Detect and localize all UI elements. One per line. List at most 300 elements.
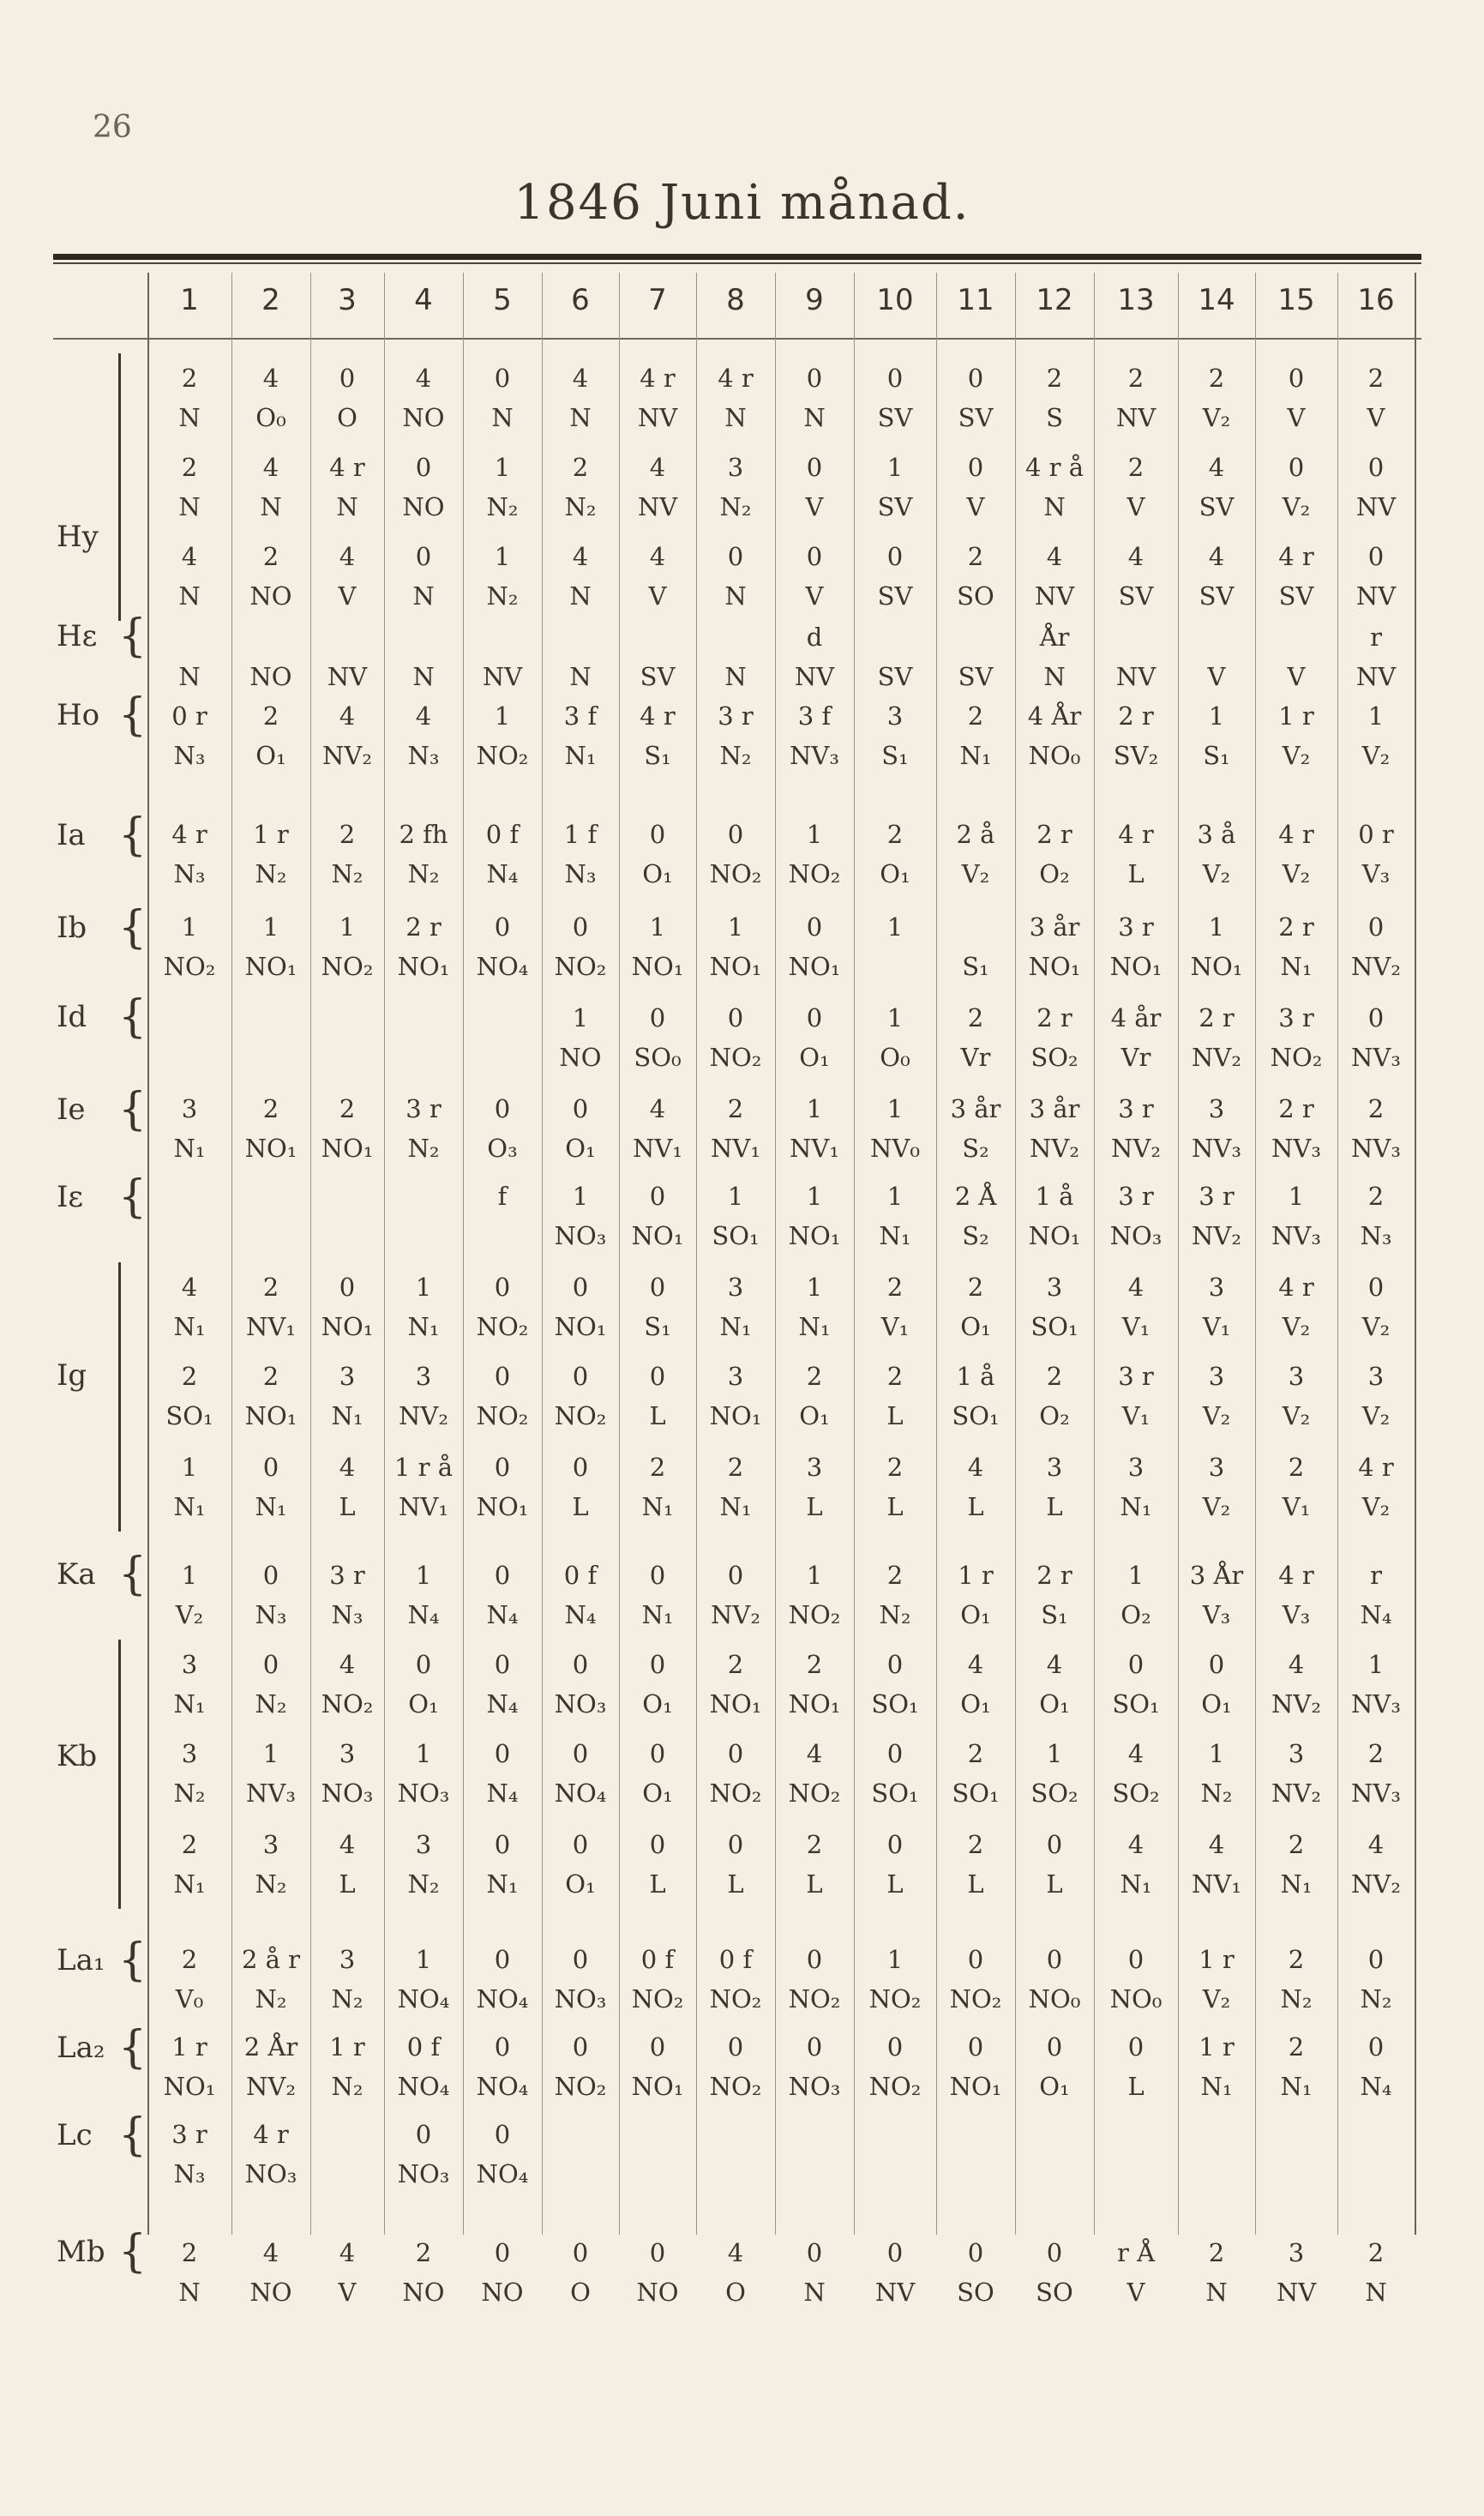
table-cell [936,696,1015,775]
table-cell [463,1556,542,1634]
cell-force: 2 [967,1830,984,1859]
cell-force: 2 [262,1273,279,1302]
table-cell [1015,998,1094,1077]
cell-force: 2 r [1199,1003,1235,1032]
table-cell [1337,815,1415,894]
cell-direction: Vr [960,1043,991,1072]
cell-force: 3 [1046,1453,1063,1482]
table-cell [310,1645,384,1724]
cell-direction: NO₃ [397,2159,450,2188]
table-cell [147,815,231,894]
cell-direction: NO [402,492,445,521]
group-brace [118,1640,124,1909]
cell-force: 3 r [718,701,754,731]
table-cell [542,1089,619,1168]
cell-force: 0 [649,2032,666,2062]
cell-direction: NO₁ [788,952,841,981]
table-cell [542,1825,619,1904]
table-cell [384,358,463,437]
table-cell [542,1940,619,2019]
table-cell [1255,1448,1337,1526]
cell-force: 0 [649,1830,666,1859]
cell-force: 2 [1367,1182,1385,1211]
cell-direction: NV₂ [1192,1043,1241,1072]
table-cell [231,1645,310,1724]
table-cell [231,1177,310,1255]
group-label: Ib [57,911,87,945]
cell-direction: NO₂ [709,859,762,888]
cell-force: 2 [1367,364,1385,393]
table-cell [384,815,463,894]
cell-direction: O [725,2278,746,2307]
cell-force: 3 [1288,1739,1305,1768]
column-header: 5 [493,283,512,317]
cell-force: 3 [1208,1453,1225,1482]
cell-force: 1 [1208,912,1225,942]
cell-force: 0 [494,2238,511,2267]
table-cell [1015,1556,1094,1634]
cell-force: 0 [572,1453,589,1482]
cell-force: 1 [415,1945,432,1974]
cell-direction: NO₂ [709,1779,762,1808]
cell-force: 3 r [1118,912,1154,942]
cell-force: 0 [886,2238,904,2267]
cell-direction: N₂ [1280,1984,1313,2013]
group-label: Ia [57,818,86,852]
cell-force: 2 År [243,2032,298,2062]
table-cell [696,1940,775,2019]
cell-direction: V₂ [1202,403,1231,432]
cell-direction: V₂ [175,1600,204,1629]
cell-direction: N₁ [641,1492,674,1521]
cell-direction: SO₁ [952,1779,1000,1808]
cell-force [1255,617,1337,657]
cell-direction: N₂ [407,1869,440,1899]
table-cell [542,815,619,894]
table-cell [384,907,463,986]
cell-force: 0 [967,1945,984,1974]
cell-direction: N₃ [173,2159,206,2188]
cell-direction: V₂ [1361,741,1391,770]
table-cell [384,617,463,696]
table-cell [775,1734,854,1813]
cell-force: 0 [649,1182,666,1211]
cell-direction: NV₃ [1351,1779,1401,1808]
group-label: Hε [57,619,98,653]
table-cell [1178,1825,1255,1904]
table-cell [147,1645,231,1724]
cell-force: 0 [806,453,823,482]
cell-direction: SO₁ [712,1221,760,1250]
table-cell [310,1267,384,1346]
table-cell [1255,448,1337,527]
column-header: 4 [414,283,433,317]
cell-force: 2 [181,453,198,482]
cell-direction: O₁ [960,1312,991,1341]
cell-force: 0 [886,2032,904,2062]
cell-direction: N₄ [486,1779,519,1808]
cell-direction: V₂ [1202,1984,1231,2013]
table-cell [384,2233,463,2312]
table-cell [463,537,542,616]
cell-force: 0 [415,542,432,571]
cell-force: 0 [1127,1945,1145,1974]
cell-direction: N₁ [959,741,992,770]
cell-direction: NO₂ [163,952,216,981]
table-cell [1015,1734,1094,1813]
table-cell [310,1940,384,2019]
cell-direction: SO₁ [871,1779,919,1808]
cell-force: 0 [494,1830,511,1859]
table-cell [1337,2115,1415,2194]
cell-direction: SO₁ [1112,1689,1160,1718]
cell-direction: NO₂ [868,2072,922,2101]
cell-force: 1 [415,1561,432,1590]
cell-direction: NO₁ [554,1312,607,1341]
cell-direction: NO₂ [476,1312,529,1341]
table-cell [775,1940,854,2019]
table-cell [542,998,619,1077]
cell-force: 0 [727,1739,744,1768]
cell-force: 0 [262,1650,279,1679]
cell-force: 2 [1288,1830,1305,1859]
table-cell [1337,1734,1415,1813]
cell-force: 0 [649,2238,666,2267]
cell-direction: V₁ [1282,1492,1311,1521]
cell-direction [619,2154,696,2194]
cell-direction: NO₂ [1270,1043,1323,1072]
cell-direction: O₁ [880,859,910,888]
table-cell [619,1645,696,1724]
table-cell [696,1825,775,1904]
table-cell [936,1177,1015,1255]
table-cell [147,1357,231,1436]
cell-direction: NV₂ [246,2072,296,2101]
table-cell [1255,907,1337,986]
table-cell [310,1448,384,1526]
cell-force: 4 [1127,1273,1145,1302]
table-cell [936,448,1015,527]
cell-direction: NV [637,492,678,521]
cell-force: 4 [339,1453,356,1482]
table-cell [1178,617,1255,696]
cell-direction: V₂ [1202,1401,1231,1430]
cell-force: 2 [967,701,984,731]
cell-force: 0 [727,1003,744,1032]
cell-force [1094,2115,1178,2154]
cell-force: 2 [806,1650,823,1679]
cell-force: 1 [886,1094,904,1123]
cell-direction: L [806,1869,823,1899]
table-cell [1178,815,1255,894]
column-header: 8 [726,283,745,317]
cell-direction: V₁ [1202,1312,1231,1341]
cell-direction: N₁ [173,1134,206,1163]
table-cell [1094,998,1178,1077]
table-cell [310,1734,384,1813]
cell-force: 0 [415,453,432,482]
table-cell [936,1089,1015,1168]
table-cell [384,537,463,616]
table-cell [1094,2115,1178,2194]
cell-force [1015,2115,1094,2154]
cell-direction: NO₄ [554,1779,607,1808]
table-cell [147,1267,231,1346]
cell-force: 1 [494,701,511,731]
table-cell [1255,1556,1337,1634]
cell-direction: L [649,1401,666,1430]
table-cell [1337,617,1415,696]
cell-force: 0 [415,2120,432,2149]
cell-direction: V₁ [1121,1401,1151,1430]
cell-force: 0 f [485,820,520,849]
table-cell [463,1177,542,1255]
table-cell [1094,2233,1178,2312]
table-cell [1094,1448,1178,1526]
cell-direction [775,2154,854,2194]
table-cell [147,2115,231,2194]
cell-force: 0 [1046,2238,1063,2267]
table-cell [542,1645,619,1724]
cell-direction: N₁ [1120,1492,1152,1521]
cell-force [542,617,619,657]
table-cell [775,907,854,986]
table-cell [384,1177,463,1255]
cell-force: 4 År [1027,701,1082,731]
table-cell [1337,1448,1415,1526]
cell-force: 3 [727,453,744,482]
cell-force: 0 [1367,912,1385,942]
cell-direction: NO [249,2278,292,2307]
cell-direction: O₂ [1039,1401,1070,1430]
cell-direction: N [412,662,435,691]
cell-force: 1 [727,1182,744,1211]
cell-direction: N [803,2278,826,2307]
table-cell [1178,1448,1255,1526]
cell-direction: V₂ [961,859,990,888]
cell-force [310,998,384,1038]
cell-direction: L [886,1401,904,1430]
cell-force: 0 [572,1830,589,1859]
table-cell [619,998,696,1077]
cell-force: 4 [181,542,198,571]
cell-direction: N [1365,2278,1387,2307]
cell-force: 0 [806,364,823,393]
table-cell [310,1177,384,1255]
cell-force: 0 [1367,2032,1385,2062]
cell-force: 4 [1208,542,1225,571]
cell-direction: N [178,403,201,432]
cell-direction: O₁ [642,1689,673,1718]
group-label: Lc [57,2118,93,2152]
table-cell [775,1556,854,1634]
cell-direction: NO₄ [476,2159,529,2188]
table-cell [463,1734,542,1813]
cell-direction: V₂ [1282,1401,1311,1430]
cell-force: 4 [262,453,279,482]
cell-direction: N₁ [798,1312,831,1341]
table-cell [1094,907,1178,986]
cell-direction [1178,2154,1255,2194]
cell-direction: NV [1115,403,1157,432]
cell-force: 1 å [956,1362,995,1391]
cell-direction: NV₃ [1271,1134,1321,1163]
cell-force: 2 [967,1003,984,1032]
cell-direction: V [1287,403,1306,432]
cell-direction: N₃ [255,1600,287,1629]
cell-direction: V₂ [1282,741,1311,770]
cell-direction: N₂ [173,1779,206,1808]
cell-direction: N₂ [879,1600,911,1629]
table-cell [1094,2027,1178,2106]
table-cell [1178,1267,1255,1346]
table-cell [1015,617,1094,696]
group-label: La₂ [57,2031,105,2065]
table-cell [1094,1734,1178,1813]
cell-force: 2 [262,1094,279,1123]
cell-direction: N₃ [1360,1221,1392,1250]
table-cell [147,907,231,986]
group-brace: { [118,1171,147,1223]
cell-direction: N₃ [407,741,440,770]
cell-direction: NO₂ [554,2072,607,2101]
cell-force: 0 [727,542,744,571]
cell-force: r [1370,1561,1382,1590]
cell-direction: NO [559,1043,602,1072]
cell-direction: S [1046,403,1063,432]
table-cell [775,1448,854,1526]
table-cell [775,358,854,437]
cell-force: 1 [1046,1739,1063,1768]
cell-direction: SO₁ [1030,1312,1078,1341]
cell-direction: V₂ [1361,1312,1391,1341]
cell-force: 4 [1208,453,1225,482]
cell-force: 4 [649,1094,666,1123]
cell-direction: V₁ [880,1312,910,1341]
table-cell [619,1089,696,1168]
table-cell [775,696,854,775]
table-cell [1178,1940,1255,2019]
cell-force: 0 [886,364,904,393]
cell-direction: SV [877,492,913,521]
table-cell [310,2027,384,2106]
table-cell [384,1940,463,2019]
table-cell [1015,1357,1094,1436]
table-cell [231,617,310,696]
table-cell [696,617,775,696]
cell-force: 0 [572,2238,589,2267]
group-brace: { [118,2110,147,2161]
cell-force: 3 r [1118,1182,1154,1211]
cell-direction: NO₁ [1028,952,1081,981]
table-cell [1255,2233,1337,2312]
cell-direction: L [806,1492,823,1521]
cell-direction: O₃ [487,1134,518,1163]
cell-direction: N [724,662,747,691]
cell-direction: NV [874,2278,916,2307]
cell-direction [936,2154,1015,2194]
group-label: Ho [57,698,100,732]
cell-force: 2 [886,1362,904,1391]
cell-direction: V₀ [175,1984,204,2013]
cell-force: 1 [1367,701,1385,731]
cell-force: 4 [806,1739,823,1768]
cell-force: 2 [415,2238,432,2267]
table-cell [231,1448,310,1526]
cell-direction: SO₁ [871,1689,919,1718]
cell-direction: NV [637,403,678,432]
cell-force [384,998,463,1038]
cell-direction: N₂ [564,492,597,521]
cell-direction: N [178,492,201,521]
table-cell [619,1357,696,1436]
cell-direction: V [338,2278,357,2307]
cell-force: 0 [649,1650,666,1679]
cell-direction: N₁ [719,1312,752,1341]
cell-force: 2 [262,1362,279,1391]
group-brace: { [118,2226,147,2278]
table-cell [463,696,542,775]
table-cell [147,998,231,1077]
group-brace: { [118,2022,147,2074]
cell-direction [231,1038,310,1077]
table-cell [619,1267,696,1346]
cell-direction [854,2154,936,2194]
cell-direction: S₁ [1203,741,1230,770]
top-rule-thin [53,262,1421,264]
table-cell [1255,1825,1337,1904]
table-cell [1094,1645,1178,1724]
table-cell [854,358,936,437]
cell-force: 4 r [640,701,676,731]
cell-direction: NO₁ [709,952,762,981]
table-cell [1015,907,1094,986]
table-cell [775,1825,854,1904]
table-cell [542,1267,619,1346]
cell-direction [463,1216,542,1255]
cell-force: 2 [1127,453,1145,482]
table-cell [619,696,696,775]
table-cell [542,2233,619,2312]
table-cell [775,1267,854,1346]
cell-force: 2 [339,1094,356,1123]
cell-force: 0 [572,1945,589,1974]
table-cell [1337,696,1415,775]
cell-force: 2 [1367,1094,1385,1123]
table-cell [619,1825,696,1904]
cell-force: 0 [967,364,984,393]
table-cell [147,1556,231,1634]
cell-force: 2 [1208,2238,1225,2267]
cell-direction: NO₂ [709,1984,762,2013]
table-cell [542,537,619,616]
column-header: 16 [1357,283,1395,317]
group-label: Ka [57,1557,96,1592]
cell-force: 4 r [1278,820,1314,849]
cell-force [854,617,936,657]
cell-direction: V₂ [1202,1492,1231,1521]
table-cell [696,1177,775,1255]
table-cell [147,1825,231,1904]
group-label: Kb [57,1739,98,1773]
column-header: 14 [1198,283,1235,317]
cell-direction: NV [1355,581,1397,611]
table-cell [1015,2233,1094,2312]
cell-direction: NV₁ [790,1134,839,1163]
cell-force: 1 r [253,820,289,849]
table-cell [147,2027,231,2106]
cell-direction: Vr [1121,1043,1151,1072]
